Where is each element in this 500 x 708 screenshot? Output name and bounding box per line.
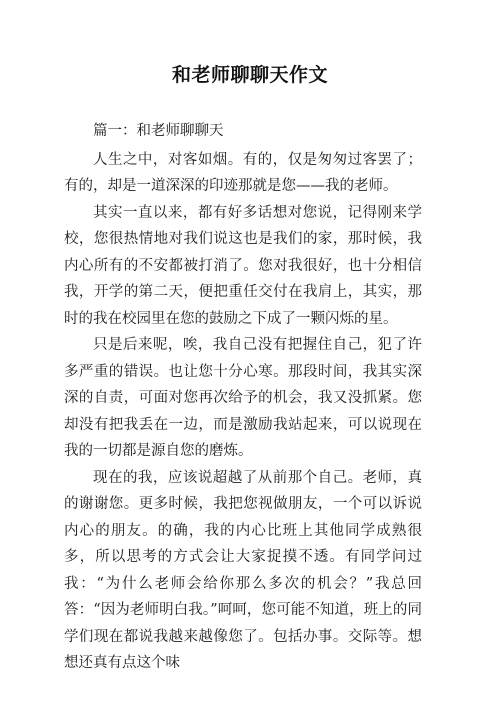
- section-title: 篇一：和老师聊聊天: [93, 123, 224, 139]
- paragraph: 现在的我，应该说超越了从前那个自己。老师，真的谢谢您。更多时候，我把您视做朋友，一个可以诉说内心的朋友。的确，我的内心比班上其他同学成熟很多，所以思考的方式会让大家捉摸不透。有同学问过我：“为什么老师会给你那么多次的机会？”我总回答：“因为老师明白我。”呵呵，您可能不知道，班上的同学们现在都说我越来越像您了。包括办事。交际等。想想还真有点这个味: [64, 469, 422, 671]
- document-title: 和老师聊聊天作文: [171, 64, 328, 86]
- document-body: [64, 118, 422, 677]
- paragraph: 只是后来呢，唉，我自己没有把握住自己，犯了许多严重的错误。也让您十分心寒。那段时间，我其实深深的自责，可面对您再次给予的机会，我又没抓紧。您却没有把我丢在一边，而是激励我站起来，可以说现在我的一切都是源自您的磨炼。: [64, 337, 422, 459]
- paragraph: 人生之中，对客如烟。有的，仅是匆匆过客罢了；有的，却是一道深深的印迹那就是您——我的老师。: [64, 151, 422, 194]
- paragraph: 其实一直以来，都有好多话想对您说，记得刚来学校，您很热情地对我们说这也是我们的家，那时候，我内心所有的不安都被打消了。您对我很好，也十分相信我，开学的第二天，便把重任交付在我肩上，其实，那时的我在校园里在您的鼓励之下成了一颗闪烁的星。: [64, 204, 422, 327]
